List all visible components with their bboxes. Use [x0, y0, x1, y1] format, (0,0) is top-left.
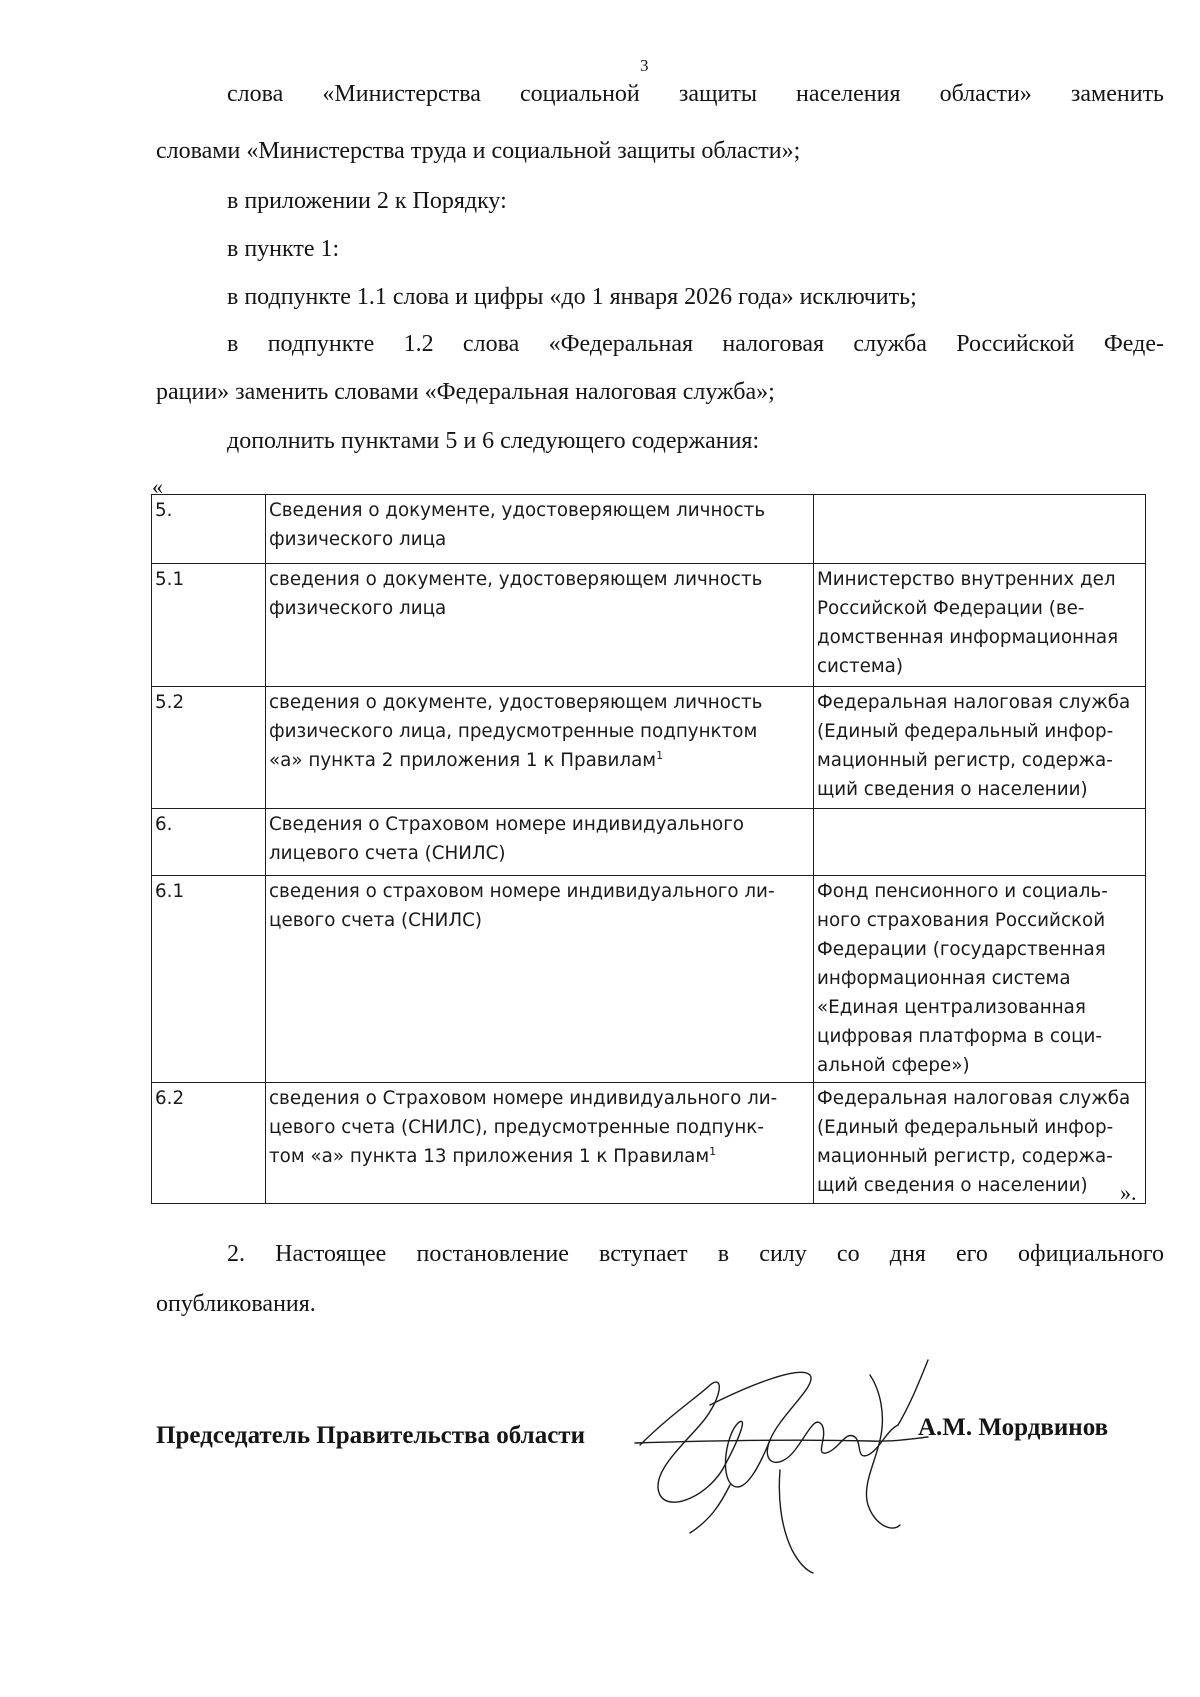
source-line: (Единый федеральный инфор-: [817, 721, 1114, 742]
paragraph-5-line-2: рации» заменить словами «Федеральная налоговая служба»;: [156, 379, 775, 405]
row-description: [266, 687, 814, 809]
description-line: Сведения о документе, удостоверяющем личность: [269, 500, 766, 521]
description-text: том «а» пункта 13 приложения 1 к Правилам: [269, 1146, 710, 1167]
description-line: [269, 746, 809, 775]
footnote-marker: 1: [709, 1144, 717, 1158]
source-line: (Единый федеральный инфор-: [817, 1117, 1114, 1138]
handwritten-signature: [630, 1345, 930, 1575]
row-description: [266, 1083, 814, 1204]
source-line: информационная система: [817, 968, 1071, 989]
description-line: сведения о страховом номере индивидуального ли-: [269, 881, 775, 902]
description-line: лицевого счета (СНИЛС): [269, 843, 506, 864]
source-line: мационный регистр, содержа-: [817, 750, 1113, 771]
opening-quote: «: [152, 474, 163, 499]
signatory-name: А.М. Мордвинов: [918, 1414, 1109, 1441]
source-line: Российской Федерации (ве-: [817, 598, 1085, 619]
paragraph-1-line-2: словами «Министерства труда и социальной защиты области»;: [156, 138, 801, 164]
signatory-title: Председатель Правительства области: [156, 1422, 585, 1449]
source-line: «Единая централизованная: [817, 997, 1086, 1018]
source-line: щий сведения о населении): [817, 779, 1088, 800]
row-source: [814, 687, 1146, 809]
description-line: цевого счета (СНИЛС): [269, 910, 482, 931]
source-line: домственная информационная: [817, 627, 1119, 648]
description-line: сведения о документе, удостоверяющем личность: [269, 569, 763, 590]
table-row: [152, 687, 1146, 809]
description-line: цевого счета (СНИЛС), предусмотренные подпунк-: [269, 1117, 764, 1138]
table-row: [152, 876, 1146, 1083]
source-line: Федеральная налоговая служба: [817, 692, 1131, 713]
row-number: 5.1: [152, 564, 266, 687]
row-description: [266, 809, 814, 876]
description-line: [269, 1142, 809, 1171]
row-description: [266, 564, 814, 687]
paragraph-4: в подпункте 1.1 слова и цифры «до 1 января 2026 года» исключить;: [227, 284, 917, 310]
paragraph-3: в пункте 1:: [227, 236, 340, 262]
source-line: Фонд пенсионного и социаль-: [817, 881, 1108, 902]
source-line: мационный регистр, содержа-: [817, 1146, 1113, 1167]
row-number: 5.: [152, 495, 266, 564]
row-source: [814, 876, 1146, 1083]
row-number: 6.2: [152, 1083, 266, 1204]
source-line: ного страхования Российской: [817, 910, 1106, 931]
row-source: [814, 495, 1146, 564]
closing-paragraph-line-1: 2. Настоящее постановление вступает в силу со дня его официального: [227, 1241, 1164, 1267]
paragraph-1-line-1: слова «Министерства социальной защиты населения области» заменить: [227, 81, 1164, 107]
closing-quote: ».: [1120, 1180, 1137, 1205]
amendments-table: [151, 494, 1146, 1204]
source-line: Федерации (государственная: [817, 939, 1106, 960]
paragraph-6: дополнить пунктами 5 и 6 следующего содержания:: [227, 428, 760, 454]
footnote-marker: 1: [656, 748, 664, 762]
row-number: 6.1: [152, 876, 266, 1083]
page-number: 3: [640, 56, 649, 75]
source-line: альной сфере»): [817, 1055, 970, 1076]
row-number: 5.2: [152, 687, 266, 809]
source-line: щий сведения о населении): [817, 1175, 1088, 1196]
closing-paragraph-line-2: опубликования.: [156, 1291, 316, 1317]
row-source: [814, 1083, 1146, 1204]
description-text: «а» пункта 2 приложения 1 к Правилам: [269, 750, 657, 771]
row-description: [266, 495, 814, 564]
description-line: физического лица, предусмотренные подпунктом: [269, 721, 758, 742]
row-source: [814, 809, 1146, 876]
row-description: [266, 876, 814, 1083]
source-line: система): [817, 656, 904, 677]
row-source: [814, 564, 1146, 687]
table-row: [152, 809, 1146, 876]
source-line: цифровая платформа в соци-: [817, 1026, 1102, 1047]
description-line: сведения о документе, удостоверяющем личность: [269, 692, 763, 713]
row-number: 6.: [152, 809, 266, 876]
paragraph-2: в приложении 2 к Порядку:: [227, 188, 507, 214]
source-line: Федеральная налоговая служба: [817, 1088, 1131, 1109]
description-line: физического лица: [269, 598, 447, 619]
source-line: Министерство внутренних дел: [817, 569, 1116, 590]
table-row: [152, 495, 1146, 564]
paragraph-5-line-1: в подпункте 1.2 слова «Федеральная налоговая служба Российской Феде-: [227, 331, 1164, 357]
description-line: физического лица: [269, 529, 447, 550]
table-row: [152, 1083, 1146, 1204]
description-line: сведения о Страховом номере индивидуального ли-: [269, 1088, 778, 1109]
description-line: Сведения о Страховом номере индивидуального: [269, 814, 744, 835]
table-row: [152, 564, 1146, 687]
